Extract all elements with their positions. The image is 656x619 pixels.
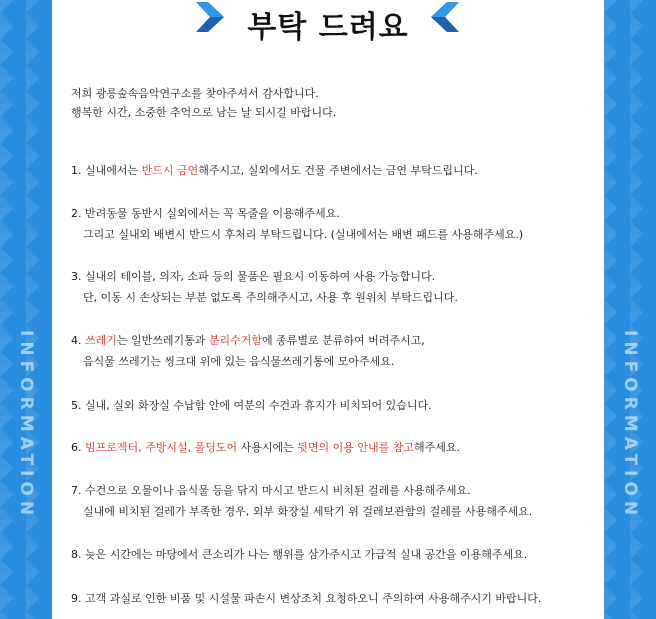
rule-4 xyxy=(71,330,601,372)
right-side-label: INFORMATION xyxy=(620,330,640,521)
rule-text: 는 일반쓰레기통과 xyxy=(116,334,209,347)
highlight-text: 뒷면의 이용 안내를 참고 xyxy=(297,441,414,454)
highlight-text: 분리수거함 xyxy=(208,334,263,347)
rule-3 xyxy=(71,266,601,308)
rule-text: 사용시에는 xyxy=(237,441,298,454)
rule-line-1: 5. 실내, 실외 화장실 수납함 안에 여분의 수건과 휴지가 비치되어 있습니다. xyxy=(71,399,432,412)
rule-line-2: 실내에 비치된 걸레가 부족한 경우, 외부 화장실 세탁기 위 걸레보관함의 걸레를 사용해주세요. xyxy=(83,505,533,518)
rule-text: 에 종류별로 분류하여 버려주시고, xyxy=(262,334,425,347)
right-side-banner xyxy=(604,0,656,619)
rule-8 xyxy=(71,544,601,565)
page-title: 부탁 드려요 xyxy=(247,10,409,45)
rule-line-2: 단, 이동 시 손상되는 부분 없도록 주의해주시고, 사용 후 원위치 부탁드립니다. xyxy=(83,291,458,304)
rule-6 xyxy=(71,437,601,458)
left-side-label: INFORMATION xyxy=(16,330,36,521)
rule-text: 해주세요. xyxy=(414,441,461,454)
intro-line-2: 행복한 시간, 소중한 추억으로 남는 날 되시길 바랍니다. xyxy=(71,106,337,119)
rule-line-2: 그리고 실내외 배변시 반드시 후처리 부탁드립니다. (실내에서는 배변 패드를 사용해주세요.) xyxy=(83,228,524,241)
rule-line-2: 음식물 쓰레기는 씽크대 위에 있는 음식물쓰레기통에 모아주세요. xyxy=(83,355,395,368)
rule-text: 해주시고, 실외에서도 건물 주변에서는 금연 부탁드립니다. xyxy=(198,164,478,177)
rule-7 xyxy=(71,480,601,522)
rule-text: 1. 실내에서는 xyxy=(71,164,142,177)
rule-text: 6. xyxy=(71,441,85,454)
rule-1 xyxy=(71,160,601,181)
title-bar xyxy=(52,0,604,45)
chevron-left-icon xyxy=(427,0,463,34)
left-side-banner xyxy=(0,0,52,619)
intro-line-1: 저희 광릉숲속음악연구소를 찾아주셔서 감사합니다. xyxy=(71,87,319,100)
rule-2 xyxy=(71,203,601,245)
rule-line-1: 2. 반려동물 동반시 실외에서는 꼭 목줄을 이용해주세요. xyxy=(71,207,340,220)
highlight-text: 반드시 금연 xyxy=(141,164,199,177)
highlight-text: 빔프로젝터, 주방시설, 폴딩도어 xyxy=(85,441,238,454)
rule-line-1: 3. 실내의 테이블, 의자, 소파 등의 물품은 필요시 이동하여 사용 가능합니다. xyxy=(71,270,436,283)
rule-line-1: 9. 고객 과실로 인한 비품 및 시설물 파손시 변상조치 요청하오니 주의하여 사용해주시기 바랍니다. xyxy=(71,592,542,605)
highlight-text: 쓰레기 xyxy=(85,334,117,347)
rule-text: 4. xyxy=(71,334,85,347)
rule-line-1: 8. 늦은 시간에는 마당에서 큰소리가 나는 행위를 삼가주시고 가급적 실내 공간을 이용해주세요. xyxy=(71,548,528,561)
intro-text xyxy=(71,84,591,122)
rule-9 xyxy=(71,588,601,609)
rule-5 xyxy=(71,395,601,416)
rule-line-1: 7. 수건으로 오물이나 음식물 등을 닦지 마시고 반드시 비치된 걸레를 사용해주세요. xyxy=(71,484,471,497)
